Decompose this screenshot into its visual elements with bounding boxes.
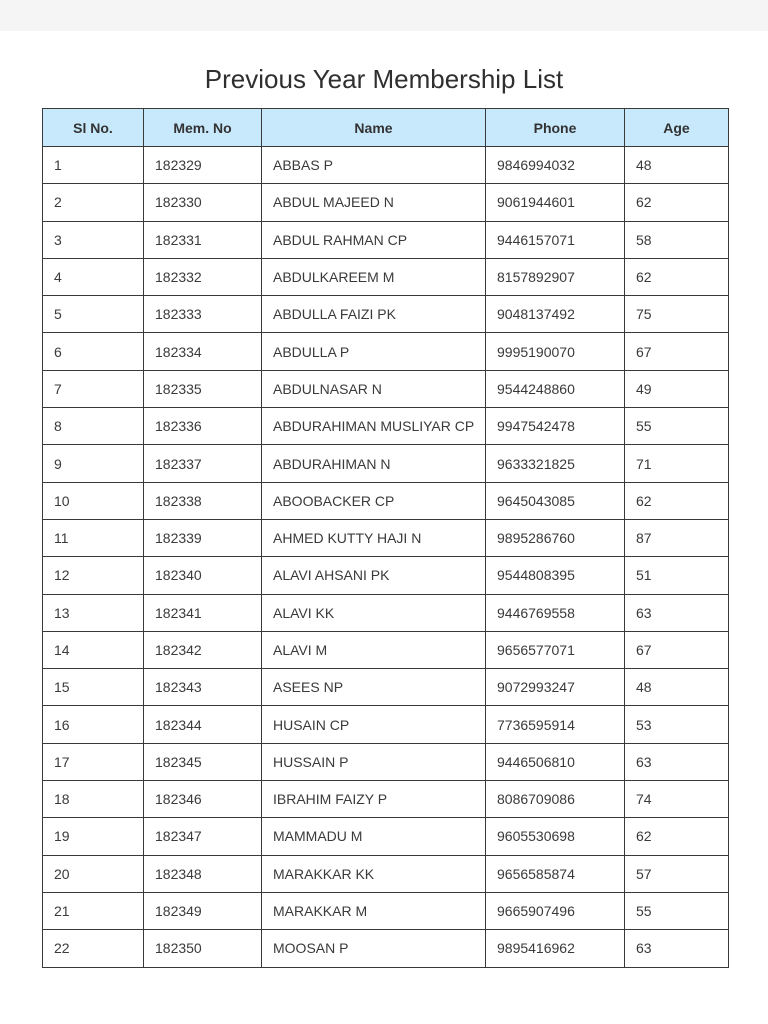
table-row bbox=[43, 818, 729, 855]
cell-age: 63 bbox=[625, 594, 729, 631]
cell-mem-no: 182343 bbox=[144, 669, 262, 706]
cell-mem-no: 182344 bbox=[144, 706, 262, 743]
table-row bbox=[43, 706, 729, 743]
top-bar bbox=[0, 0, 768, 31]
cell-phone: 9846994032 bbox=[486, 147, 625, 184]
cell-sl-no: 3 bbox=[43, 221, 144, 258]
cell-mem-no: 182340 bbox=[144, 557, 262, 594]
cell-age: 55 bbox=[625, 892, 729, 929]
cell-age: 48 bbox=[625, 147, 729, 184]
cell-mem-no: 182333 bbox=[144, 296, 262, 333]
cell-age: 63 bbox=[625, 743, 729, 780]
cell-phone: 8157892907 bbox=[486, 258, 625, 295]
cell-age: 63 bbox=[625, 930, 729, 967]
cell-name: MAMMADU M bbox=[262, 818, 486, 855]
table-row bbox=[43, 892, 729, 929]
cell-age: 58 bbox=[625, 221, 729, 258]
cell-mem-no: 182329 bbox=[144, 147, 262, 184]
cell-mem-no: 182346 bbox=[144, 781, 262, 818]
cell-name: MARAKKAR KK bbox=[262, 855, 486, 892]
cell-mem-no: 182335 bbox=[144, 370, 262, 407]
cell-phone: 9656577071 bbox=[486, 631, 625, 668]
cell-name: AHMED KUTTY HAJI N bbox=[262, 519, 486, 556]
cell-age: 62 bbox=[625, 482, 729, 519]
cell-name: ABDUL MAJEED N bbox=[262, 184, 486, 221]
header-name: Name bbox=[262, 109, 486, 147]
cell-name: HUSSAIN P bbox=[262, 743, 486, 780]
cell-age: 53 bbox=[625, 706, 729, 743]
cell-mem-no: 182347 bbox=[144, 818, 262, 855]
cell-phone: 7736595914 bbox=[486, 706, 625, 743]
cell-phone: 9656585874 bbox=[486, 855, 625, 892]
cell-sl-no: 16 bbox=[43, 706, 144, 743]
header-phone: Phone bbox=[486, 109, 625, 147]
cell-name: ABDULNASAR N bbox=[262, 370, 486, 407]
cell-sl-no: 7 bbox=[43, 370, 144, 407]
cell-phone: 9895286760 bbox=[486, 519, 625, 556]
cell-phone: 9446506810 bbox=[486, 743, 625, 780]
cell-phone: 8086709086 bbox=[486, 781, 625, 818]
cell-sl-no: 2 bbox=[43, 184, 144, 221]
cell-phone: 9665907496 bbox=[486, 892, 625, 929]
table-row bbox=[43, 930, 729, 967]
cell-name: ALAVI AHSANI PK bbox=[262, 557, 486, 594]
table-row bbox=[43, 408, 729, 445]
cell-age: 49 bbox=[625, 370, 729, 407]
cell-mem-no: 182336 bbox=[144, 408, 262, 445]
cell-phone: 9048137492 bbox=[486, 296, 625, 333]
cell-age: 62 bbox=[625, 818, 729, 855]
cell-name: ABDURAHIMAN MUSLIYAR CP bbox=[262, 408, 486, 445]
table-row bbox=[43, 781, 729, 818]
cell-mem-no: 182332 bbox=[144, 258, 262, 295]
cell-mem-no: 182338 bbox=[144, 482, 262, 519]
table-row bbox=[43, 557, 729, 594]
table-row bbox=[43, 445, 729, 482]
cell-name: ABOOBACKER CP bbox=[262, 482, 486, 519]
membership-table bbox=[42, 108, 729, 968]
cell-phone: 9446157071 bbox=[486, 221, 625, 258]
cell-age: 74 bbox=[625, 781, 729, 818]
cell-sl-no: 22 bbox=[43, 930, 144, 967]
cell-phone: 9544808395 bbox=[486, 557, 625, 594]
cell-mem-no: 182330 bbox=[144, 184, 262, 221]
table-row bbox=[43, 594, 729, 631]
cell-phone: 9605530698 bbox=[486, 818, 625, 855]
table-row bbox=[43, 855, 729, 892]
cell-name: ABDUL RAHMAN CP bbox=[262, 221, 486, 258]
cell-mem-no: 182345 bbox=[144, 743, 262, 780]
cell-name: ABDULKAREEM M bbox=[262, 258, 486, 295]
cell-name: ALAVI M bbox=[262, 631, 486, 668]
cell-age: 62 bbox=[625, 184, 729, 221]
cell-phone: 9947542478 bbox=[486, 408, 625, 445]
table-row bbox=[43, 221, 729, 258]
cell-age: 87 bbox=[625, 519, 729, 556]
document-page bbox=[0, 31, 768, 1024]
table-header-row bbox=[43, 109, 729, 147]
header-sl-no: Sl No. bbox=[43, 109, 144, 147]
cell-name: ABDULLA FAIZI PK bbox=[262, 296, 486, 333]
cell-phone: 9544248860 bbox=[486, 370, 625, 407]
cell-sl-no: 9 bbox=[43, 445, 144, 482]
cell-name: ABBAS P bbox=[262, 147, 486, 184]
header-age: Age bbox=[625, 109, 729, 147]
cell-age: 62 bbox=[625, 258, 729, 295]
cell-mem-no: 182348 bbox=[144, 855, 262, 892]
cell-phone: 9895416962 bbox=[486, 930, 625, 967]
cell-sl-no: 14 bbox=[43, 631, 144, 668]
table-row bbox=[43, 482, 729, 519]
cell-phone: 9061944601 bbox=[486, 184, 625, 221]
cell-sl-no: 10 bbox=[43, 482, 144, 519]
table-row bbox=[43, 370, 729, 407]
cell-sl-no: 19 bbox=[43, 818, 144, 855]
table-row bbox=[43, 519, 729, 556]
cell-name: ABDULLA P bbox=[262, 333, 486, 370]
cell-name: MARAKKAR M bbox=[262, 892, 486, 929]
cell-age: 48 bbox=[625, 669, 729, 706]
cell-sl-no: 4 bbox=[43, 258, 144, 295]
cell-sl-no: 13 bbox=[43, 594, 144, 631]
cell-sl-no: 6 bbox=[43, 333, 144, 370]
cell-age: 71 bbox=[625, 445, 729, 482]
cell-sl-no: 8 bbox=[43, 408, 144, 445]
cell-phone: 9446769558 bbox=[486, 594, 625, 631]
cell-sl-no: 17 bbox=[43, 743, 144, 780]
cell-mem-no: 182334 bbox=[144, 333, 262, 370]
cell-mem-no: 182331 bbox=[144, 221, 262, 258]
table-row bbox=[43, 631, 729, 668]
cell-mem-no: 182339 bbox=[144, 519, 262, 556]
cell-phone: 9072993247 bbox=[486, 669, 625, 706]
cell-name: HUSAIN CP bbox=[262, 706, 486, 743]
page-title: Previous Year Membership List bbox=[204, 64, 564, 94]
cell-sl-no: 11 bbox=[43, 519, 144, 556]
table-row bbox=[43, 147, 729, 184]
table-row bbox=[43, 258, 729, 295]
cell-sl-no: 15 bbox=[43, 669, 144, 706]
cell-sl-no: 5 bbox=[43, 296, 144, 333]
cell-sl-no: 1 bbox=[43, 147, 144, 184]
header-mem-no: Mem. No bbox=[144, 109, 262, 147]
cell-sl-no: 12 bbox=[43, 557, 144, 594]
cell-sl-no: 20 bbox=[43, 855, 144, 892]
cell-name: ASEES NP bbox=[262, 669, 486, 706]
table-row bbox=[43, 296, 729, 333]
cell-name: MOOSAN P bbox=[262, 930, 486, 967]
cell-mem-no: 182349 bbox=[144, 892, 262, 929]
cell-mem-no: 182337 bbox=[144, 445, 262, 482]
cell-mem-no: 182341 bbox=[144, 594, 262, 631]
table-body bbox=[43, 147, 729, 968]
cell-sl-no: 18 bbox=[43, 781, 144, 818]
cell-phone: 9645043085 bbox=[486, 482, 625, 519]
cell-sl-no: 21 bbox=[43, 892, 144, 929]
cell-age: 75 bbox=[625, 296, 729, 333]
cell-mem-no: 182342 bbox=[144, 631, 262, 668]
cell-age: 67 bbox=[625, 631, 729, 668]
table-row bbox=[43, 184, 729, 221]
cell-phone: 9995190070 bbox=[486, 333, 625, 370]
cell-age: 55 bbox=[625, 408, 729, 445]
cell-name: ALAVI KK bbox=[262, 594, 486, 631]
cell-age: 67 bbox=[625, 333, 729, 370]
cell-name: IBRAHIM FAIZY P bbox=[262, 781, 486, 818]
cell-age: 51 bbox=[625, 557, 729, 594]
cell-mem-no: 182350 bbox=[144, 930, 262, 967]
cell-phone: 9633321825 bbox=[486, 445, 625, 482]
table-row bbox=[43, 743, 729, 780]
cell-name: ABDURAHIMAN N bbox=[262, 445, 486, 482]
cell-age: 57 bbox=[625, 855, 729, 892]
table-row bbox=[43, 333, 729, 370]
table-row bbox=[43, 669, 729, 706]
